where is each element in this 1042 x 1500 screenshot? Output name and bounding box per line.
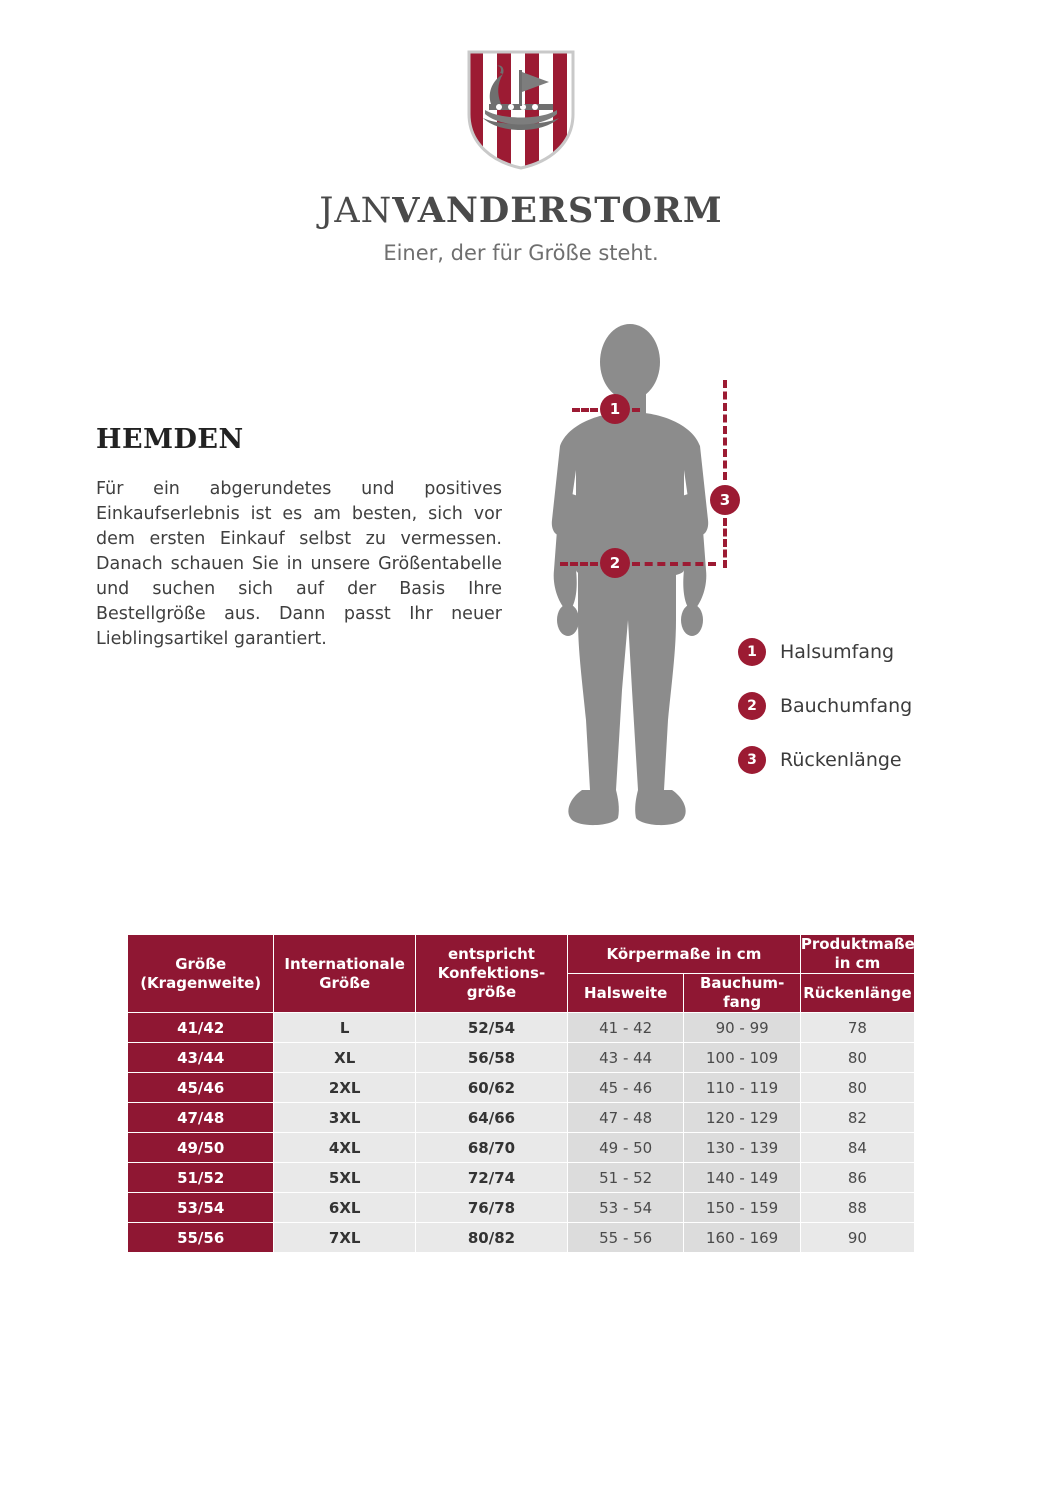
cell-ruckenlaenge: 90 [800, 1223, 914, 1253]
table-header-row-1 [128, 935, 915, 974]
neck-measure-dash-left [572, 408, 598, 412]
header-groesse [128, 935, 274, 1013]
intro-paragraph: Für ein abgerundetes und positives Einkaufserlebnis ist es am besten, sich vor dem ersten Einkauf selbst zu vermessen. Danach schauen Sie in unsere Größentabelle und suchen sich auf der Basis Ihre Bestellgröße aus. Dann passt Ihr neuer Lieblingsartikel garantiert. [96, 479, 502, 649]
cell-groesse: 53/54 [128, 1193, 274, 1223]
cell-halsweite: 45 - 46 [567, 1073, 683, 1103]
cell-international: 4XL [274, 1133, 416, 1163]
cell-groesse: 43/44 [128, 1043, 274, 1073]
header-ruckenlaenge: Rückenlänge [800, 974, 914, 1013]
cell-international: 5XL [274, 1163, 416, 1193]
cell-ruckenlaenge: 82 [800, 1103, 914, 1133]
figure-marker-3: 3 [710, 485, 740, 515]
cell-halsweite: 51 - 52 [567, 1163, 683, 1193]
header-bauch-line2: fang [723, 993, 762, 1011]
cell-groesse: 47/48 [128, 1103, 274, 1133]
table-row [128, 1073, 915, 1103]
brand-slogan: Einer, der für Größe steht. [383, 241, 659, 265]
header-bauch-line1: Bauchum- [699, 974, 785, 992]
size-table [127, 934, 915, 1253]
belly-measure-dash-left [560, 562, 598, 566]
table-row [128, 1133, 915, 1163]
cell-bauchumfang: 90 - 99 [684, 1013, 800, 1043]
cell-bauchumfang: 120 - 129 [684, 1103, 800, 1133]
header-produkt-line2: in cm [834, 954, 881, 972]
legend-badge-1: 1 [738, 638, 766, 666]
header-konfektionsgroesse [416, 935, 568, 1013]
cell-international: XL [274, 1043, 416, 1073]
header-internationale-groesse [274, 935, 416, 1013]
legend-item-bauchumfang [738, 692, 998, 720]
intro-text-block [96, 424, 502, 652]
cell-international: 7XL [274, 1223, 416, 1253]
cell-ruckenlaenge: 80 [800, 1043, 914, 1073]
male-body-silhouette-icon [520, 320, 740, 864]
header-koerpermasse: Körpermaße in cm [567, 935, 800, 974]
table-row [128, 1103, 915, 1133]
figure-marker-2: 2 [600, 548, 630, 578]
cell-groesse: 49/50 [128, 1133, 274, 1163]
cell-international: 6XL [274, 1193, 416, 1223]
cell-bauchumfang: 150 - 159 [684, 1193, 800, 1223]
cell-international: 2XL [274, 1073, 416, 1103]
cell-ruckenlaenge: 88 [800, 1193, 914, 1223]
header-konfektion-line2: Konfektions- [437, 964, 546, 982]
header-international-line2: Größe [319, 973, 371, 992]
legend-badge-2: 2 [738, 692, 766, 720]
belly-measure-dash-right [632, 562, 716, 566]
table-row [128, 1163, 915, 1193]
table-row [128, 1013, 915, 1043]
brand-name-first: JAN [319, 191, 393, 231]
header-groesse-line2: (Kragenweite) [140, 973, 262, 992]
figure-marker-1: 1 [600, 394, 630, 424]
page-title: HEMDEN [96, 424, 244, 455]
neck-measure-dash-right [632, 408, 640, 412]
cell-bauchumfang: 160 - 169 [684, 1223, 800, 1253]
cell-bauchumfang: 110 - 119 [684, 1073, 800, 1103]
cell-konfektion: 72/74 [416, 1163, 568, 1193]
cell-bauchumfang: 100 - 109 [684, 1043, 800, 1073]
brand-name-second: VANDERSTORM [392, 190, 723, 231]
table-row [128, 1223, 915, 1253]
legend-badge-3: 3 [738, 746, 766, 774]
header-international-line1: Internationale [284, 954, 405, 973]
table-row [128, 1043, 915, 1073]
size-table-head [128, 935, 915, 1013]
cell-konfektion: 68/70 [416, 1133, 568, 1163]
header-produktmasse [800, 935, 914, 974]
cell-konfektion: 52/54 [416, 1013, 568, 1043]
cell-bauchumfang: 140 - 149 [684, 1163, 800, 1193]
cell-groesse: 41/42 [128, 1013, 274, 1043]
legend-label-2: Bauchumfang [780, 695, 913, 717]
header-konfektion-line3: größe [466, 983, 517, 1001]
brand-logo-block [0, 48, 1042, 265]
legend-item-halsumfang [738, 638, 998, 666]
cell-groesse: 51/52 [128, 1163, 274, 1193]
cell-ruckenlaenge: 84 [800, 1133, 914, 1163]
cell-konfektion: 60/62 [416, 1073, 568, 1103]
cell-halsweite: 41 - 42 [567, 1013, 683, 1043]
viking-ship-crest-icon [465, 48, 577, 172]
legend-label-1: Halsumfang [780, 641, 895, 663]
header-produkt-line1: Produktmaße [800, 935, 915, 953]
cell-halsweite: 47 - 48 [567, 1103, 683, 1133]
header-groesse-line1: Größe [175, 954, 227, 973]
measurement-legend [738, 638, 998, 800]
cell-halsweite: 43 - 44 [567, 1043, 683, 1073]
cell-halsweite: 49 - 50 [567, 1133, 683, 1163]
header-konfektion-line1: entspricht [447, 945, 535, 963]
legend-label-3: Rückenlänge [780, 749, 902, 771]
cell-ruckenlaenge: 80 [800, 1073, 914, 1103]
header-halsweite: Halsweite [567, 974, 683, 1013]
back-length-dash-upper [723, 380, 727, 480]
brand-wordmark [0, 190, 1042, 231]
cell-groesse: 45/46 [128, 1073, 274, 1103]
cell-international: L [274, 1013, 416, 1043]
cell-konfektion: 76/78 [416, 1193, 568, 1223]
legend-item-ruckenlange [738, 746, 998, 774]
cell-konfektion: 64/66 [416, 1103, 568, 1133]
cell-ruckenlaenge: 86 [800, 1163, 914, 1193]
cell-groesse: 55/56 [128, 1223, 274, 1253]
cell-ruckenlaenge: 78 [800, 1013, 914, 1043]
table-row [128, 1193, 915, 1223]
cell-bauchumfang: 130 - 139 [684, 1133, 800, 1163]
cell-halsweite: 55 - 56 [567, 1223, 683, 1253]
size-table-body [128, 1013, 915, 1253]
cell-international: 3XL [274, 1103, 416, 1133]
cell-konfektion: 56/58 [416, 1043, 568, 1073]
header-bauchumfang [684, 974, 800, 1013]
back-length-dash-lower [723, 518, 727, 568]
cell-konfektion: 80/82 [416, 1223, 568, 1253]
size-table-wrapper [127, 934, 915, 1253]
cell-halsweite: 53 - 54 [567, 1193, 683, 1223]
